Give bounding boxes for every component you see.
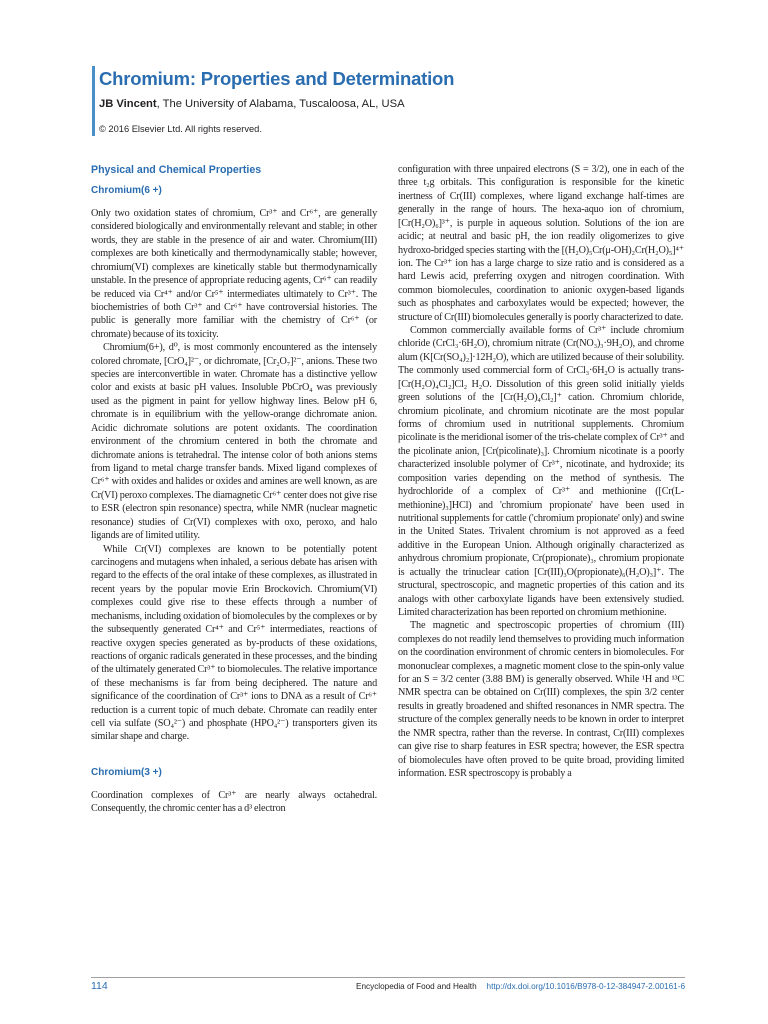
paragraph: While Cr(VI) complexes are known to be potentially potent carcinogens and mutagens when inhaled, a serious debate has arisen with regard to the effects of the oral intake of these complexes, as illustrated in recent years by the popular movie Erin Brockovich. Chromium(VI) complexes could give rise to these effects through a number of mechanisms, including oxidation of biomolecules by the complexes or by the subsequently generated Cr⁴⁺ and Cr⁵⁺ intermediates, reactions of reactive oxygen species generated as by-products of these oxidations, reactions of organic radicals generated in these processes, and the binding of the ultimately generated Cr³⁺ to biomolecules. The relative importance of these mechanisms is far from being deciphered. The nature and significance of the coordination of Cr³⁺ ions to DNA as a result of Cr⁶⁺ reduction is a current topic of much debate. Chromate can readily enter cell via sulfate (SO₄²⁻) and phosphate (HPO₄²⁻) transporters given its similar shape and charge. bbox=[91, 543, 377, 743]
paragraph: configuration with three unpaired electrons (S = 3/2), one in each of the three t₂g orbitals. This configuration is responsible for the kinetic inertness of Cr(III) complexes, where ligand exchange half-times are generally in the range of hours. The hexa-aquo ion of chromium, [Cr(H₂O)₆]³⁺, is purple in aqueous solution. Solutions of the ion are acidic; at neutral and basic pH, the ion readily oligomerizes to give hydroxo-bridged species starting with the [(H₂O)₅Cr(μ-OH)₂Cr(H₂O)₅]⁴⁺ ion. The Cr³⁺ ion has a large charge to size ratio and is considered as a hard Lewis acid, preferring oxygen and nitrogen coordination. With common biomolecules, coordination to anionic oxygen-based ligands such as phosphates and carboxylates would be expected; however, the structure of Cr(III) biomolecules generally is poorly characterized to date. bbox=[398, 164, 684, 323]
doi-link[interactable]: http://dx.doi.org/10.1016/B978-0-12-384947-2.00161-6 bbox=[486, 982, 685, 991]
author-affiliation: , The University of Alabama, Tuscaloosa, AL, USA bbox=[156, 98, 405, 110]
left-column bbox=[91, 163, 377, 816]
paragraph: Common commercially available forms of Cr³⁺ include chromium chloride (CrCl₃·6H₂O), chromium nitrate (Cr(NO₃)₃·9H₂O), and chrome alum (K[Cr(SO₄)₂]·12H₂O), which are utilized because of their solubility. The commonly used commercial form of CrCl₃·6H₂O is actually trans-[Cr(H₂O)₄Cl₂]Cl₂ H₂O. Dissolution of this green solid initially yields green solutions of the [Cr(H₂O)₄Cl₂]⁺ cation. Chromium chloride, chromium picolinate, and chromium nicotinate are the most popular forms of chromium used in nutritional supplements. Chromium picolinate is the meridional isomer of the tris-chelate complex of Cr³⁺ and the picolinate anion, [Cr(picolinate)₃]. Chromium nicotinate is a poorly characterized insoluble polymer of Cr³⁺, nicotinate, and hydroxide; its composition varies depending on the method of synthesis. The hydrochloride of a complex of Cr³⁺ and methionine ([Cr(L-methionine)₃]HCl) and 'chromium propionate' have been used in nutritional supplements for cattle ('chromium propionate' only) and swine in the United States. Trivalent chromium is not approved as a feed additive in the European Union. Although originally characterized as anhydrous chromium propionate, Cr(propionate)₃, chromium propionate is actually the trinuclear cation [Cr(III)₃O(propionate)₆(H₂O)₃]⁺. The structural, spectroscopic, and magnetic properties of this cation and its analogs with other carboxylate ligands have been extensively studied. Limited characterization has been reported on chromium methionine. bbox=[398, 325, 684, 618]
subsection-heading-chromium6: Chromium(6 +) bbox=[91, 185, 162, 196]
copyright-notice: © 2016 Elsevier Ltd. All rights reserved. bbox=[99, 124, 262, 134]
section-heading: Physical and Chemical Properties bbox=[91, 164, 262, 176]
paragraph: The magnetic and spectroscopic properties of chromium (III) complexes do not readily lend themselves to providing much information on the coordination environment of chromic centers in biomolecules. For mononuclear complexes, a magnetic moment close to the spin-only value for an S = 3/2 center (3.88 BM) is generally observed. While ¹H and ¹³C NMR spectra can be obtained on Cr(III) complexes, the spin 3/2 center results in greatly broadened and shifted resonances in NMR spectra. The structure of the complex generally needs to be known in order to interpret the NMR spectra, rather than the reverse. In contrast, Cr(III) complexes can give rise to sharp features in ESR spectra; however, the ESR spectra of biomolecules have often proved to be quite broad, providing limited information. ESR spectroscopy is probably a bbox=[398, 620, 684, 779]
paragraph: Chromium(6+), d⁰, is most commonly encountered as the intensely colored chromate, [CrO₄]²⁻, or dichromate, [Cr₂O₇]²⁻, anions. These two species are interconvertible in water. Chromate has a distinctive yellow color and exists at basic pH values. Insoluble PbCrO₄ was previously used as the pigment in paint for yellow highway lines. Below pH 6, chromate is in equilibrium with the yellow-orange dichromate anion. Acidic dichromate solutions are potent oxidants. The coordination environment of the chromium centered in both the chromate and dichromate anions is tetrahedral. The intense color of both anions stems from ligand to metal charge transfer bands. Mixed ligand complexes of Cr⁶⁺ with oxides and halides or oxides and amines are well known, as are Cr(VI) peroxo complexes. The diamagnetic Cr⁶⁺ center does not give rise to ESR (electron spin resonance) spectra, while NMR (nuclear magnetic resonance) studies of Cr(VI) complexes with oxo, peroxo, and halo ligands are of limited utility. bbox=[91, 342, 377, 542]
subsection-heading-chromium3: Chromium(3 +) bbox=[91, 766, 162, 778]
page-footer bbox=[91, 981, 685, 995]
paragraph: Only two oxidation states of chromium, Cr³⁺ and Cr⁶⁺, are generally considered biologically and environmentally relevant and stable; in other words, they are stable in the presence of air and water. Chromium(III) complexes are both kinetically and thermodynamically stable; however, chromium(VI) complexes are kinetically stable but thermodynamically unstable. In the presence of appropriate reducing agents, Cr⁶⁺ can readily be reduced via Cr⁴⁺ and/or Cr⁵⁺ intermediates ultimately to Cr³⁺. The biochemistries of both Cr³⁺ and Cr⁶⁺ have controversial histories. The public is generally more familiar with the chemistry of Cr⁶⁺ (or chromate) because of its toxicity. bbox=[91, 208, 377, 340]
author-line bbox=[99, 97, 699, 112]
article-title: Chromium: Properties and Determination bbox=[99, 68, 455, 89]
page-number: 114 bbox=[91, 980, 108, 992]
paragraph: Coordination complexes of Cr³⁺ are nearly always octahedral. Consequently, the chromic center has a d³ electron bbox=[91, 789, 377, 815]
footer-divider bbox=[91, 977, 685, 978]
author-name: JB Vincent bbox=[99, 98, 157, 110]
article-header bbox=[92, 66, 699, 136]
journal-name: Encyclopedia of Food and Health bbox=[356, 982, 477, 991]
right-column bbox=[398, 163, 684, 780]
